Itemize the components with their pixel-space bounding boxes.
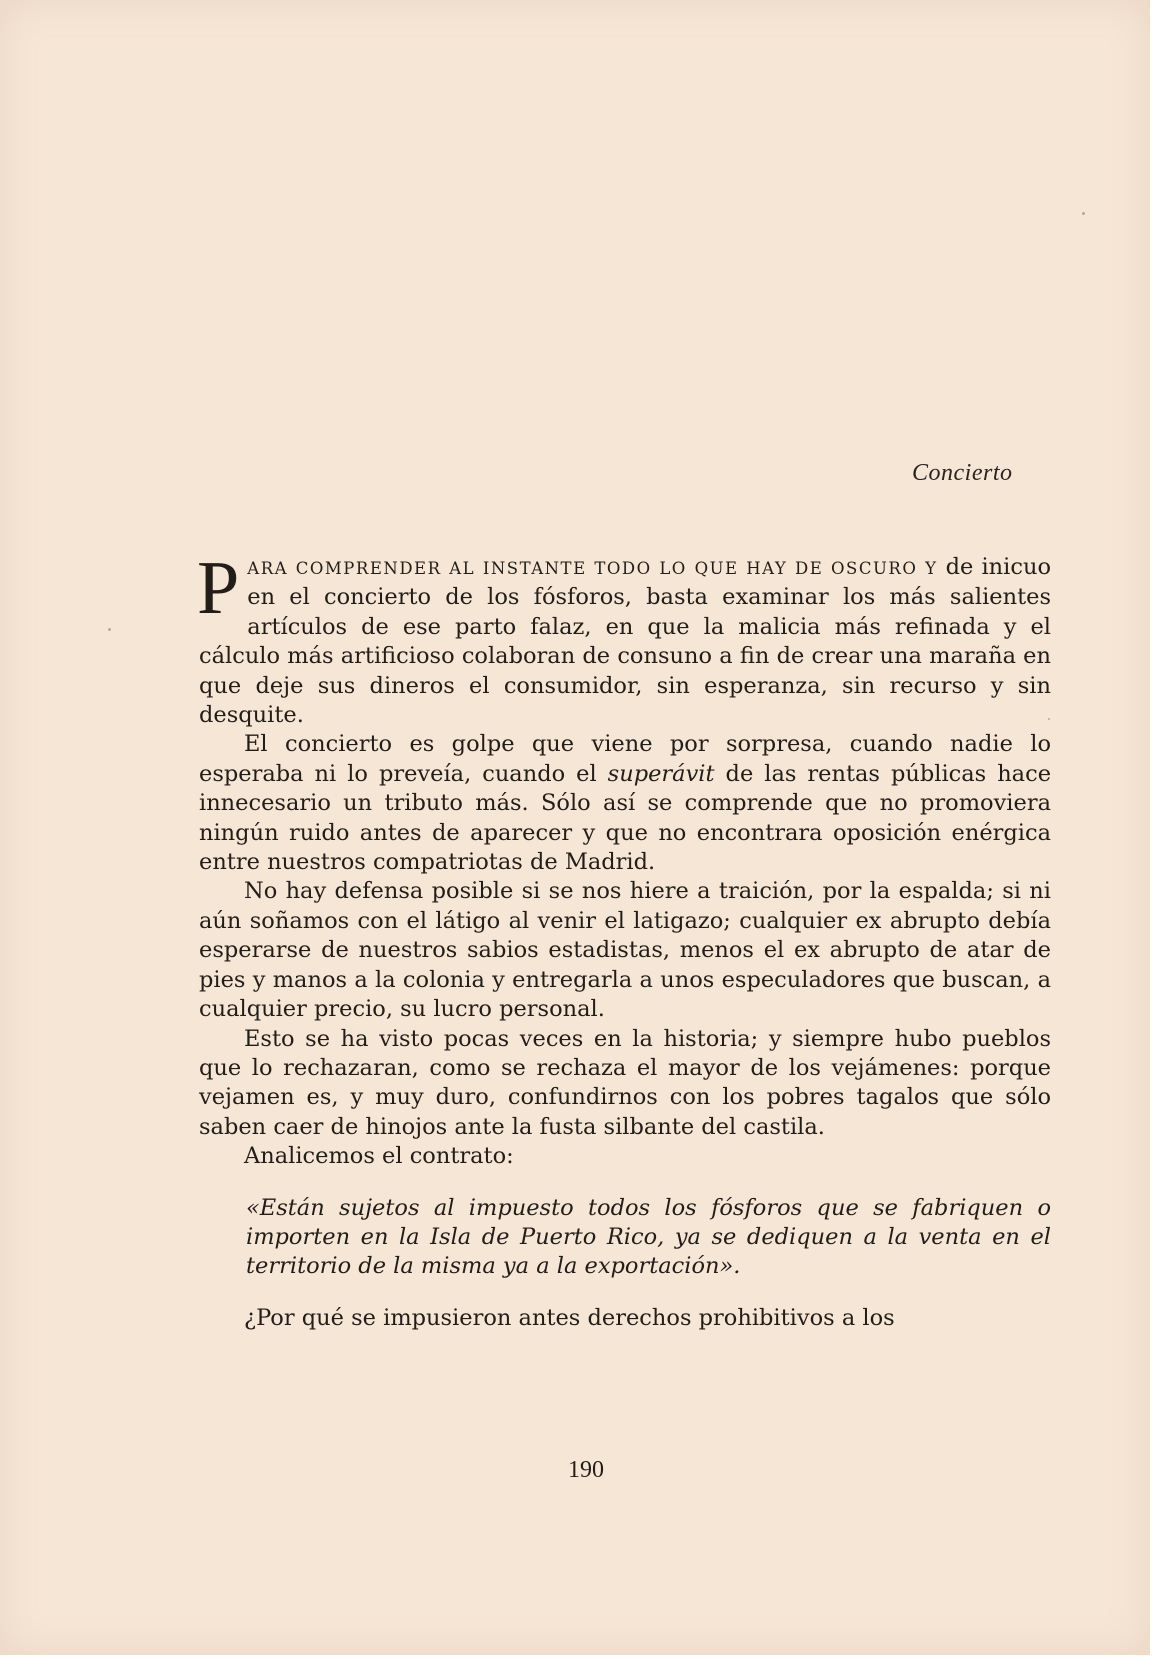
section-title: Concierto (912, 460, 1013, 486)
paragraph-3: No hay defensa posible si se nos hiere a traición, por la espalda; si ni aún soñamos con el látigo al venir el latigazo; cualquier ex abrupto debía esperarse de nuestros sabios estadistas, menos el ex abrupto de atar de pies y manos a la colonia y entregarla a unos especuladores que buscan, a cualquier precio, su lucro personal. (199, 878, 1051, 1023)
page-margin-edge (1150, 0, 1172, 1660)
page-number: 190 (568, 1457, 604, 1483)
paragraph-5: Analicemos el contrato: (244, 1143, 514, 1170)
paragraph-text: de inicuo en el concierto de los fósforos, basta examinar los más salientes artículos de ese parto falaz, en que la malicia más refinada y el cálculo más artificioso colaboran de consuno a fin de crear una maraña en que deje sus dineros el consumidor, sin esperanza, sin recurso y sin desquite. (199, 554, 1051, 729)
paragraph-1 (197, 546, 1051, 730)
paragraph-2 (199, 730, 1051, 877)
paragraph-text: de las rentas públicas hace innecesario un tributo más. Sólo así se comprende que no promoviera ningún ruido antes de aparecer y que no encontrara oposición enérgica entre nuestros compatriotas de Madrid. (199, 760, 1052, 876)
body-text (197, 546, 1052, 1333)
paragraph-6: ¿Por qué se impusieron antes derechos prohibitivos a los (244, 1304, 895, 1331)
italic-term: superávit (607, 760, 715, 787)
paper-speck (1082, 212, 1085, 215)
paper-speck (108, 628, 111, 631)
paragraph-4: Esto se ha visto pocas veces en la historia; y siempre hubo pueblos que lo rechazaran, como se rechaza el mayor de los vejámenes: porque vejamen es, y muy duro, confundirnos con los pobres tagalos que sólo saben caer de hinojos ante la fusta silbante del castila. (199, 1025, 1051, 1140)
paragraph-text: El concierto es golpe que viene por sorpresa, cuando nadie lo esperaba ni lo preveía, cuando el (199, 731, 1051, 787)
contract-quote: «Están sujetos al impuesto todos los fósforos que se fabriquen o importen en la Isla de Puerto Rico, ya se dediquen a la venta en el territorio de la misma ya a la exportación». (246, 1194, 1051, 1280)
drop-cap: P (197, 546, 240, 630)
opening-smallcaps: ARA COMPRENDER AL INSTANTE TODO LO QUE HAY DE OSCURO Y (247, 559, 938, 578)
